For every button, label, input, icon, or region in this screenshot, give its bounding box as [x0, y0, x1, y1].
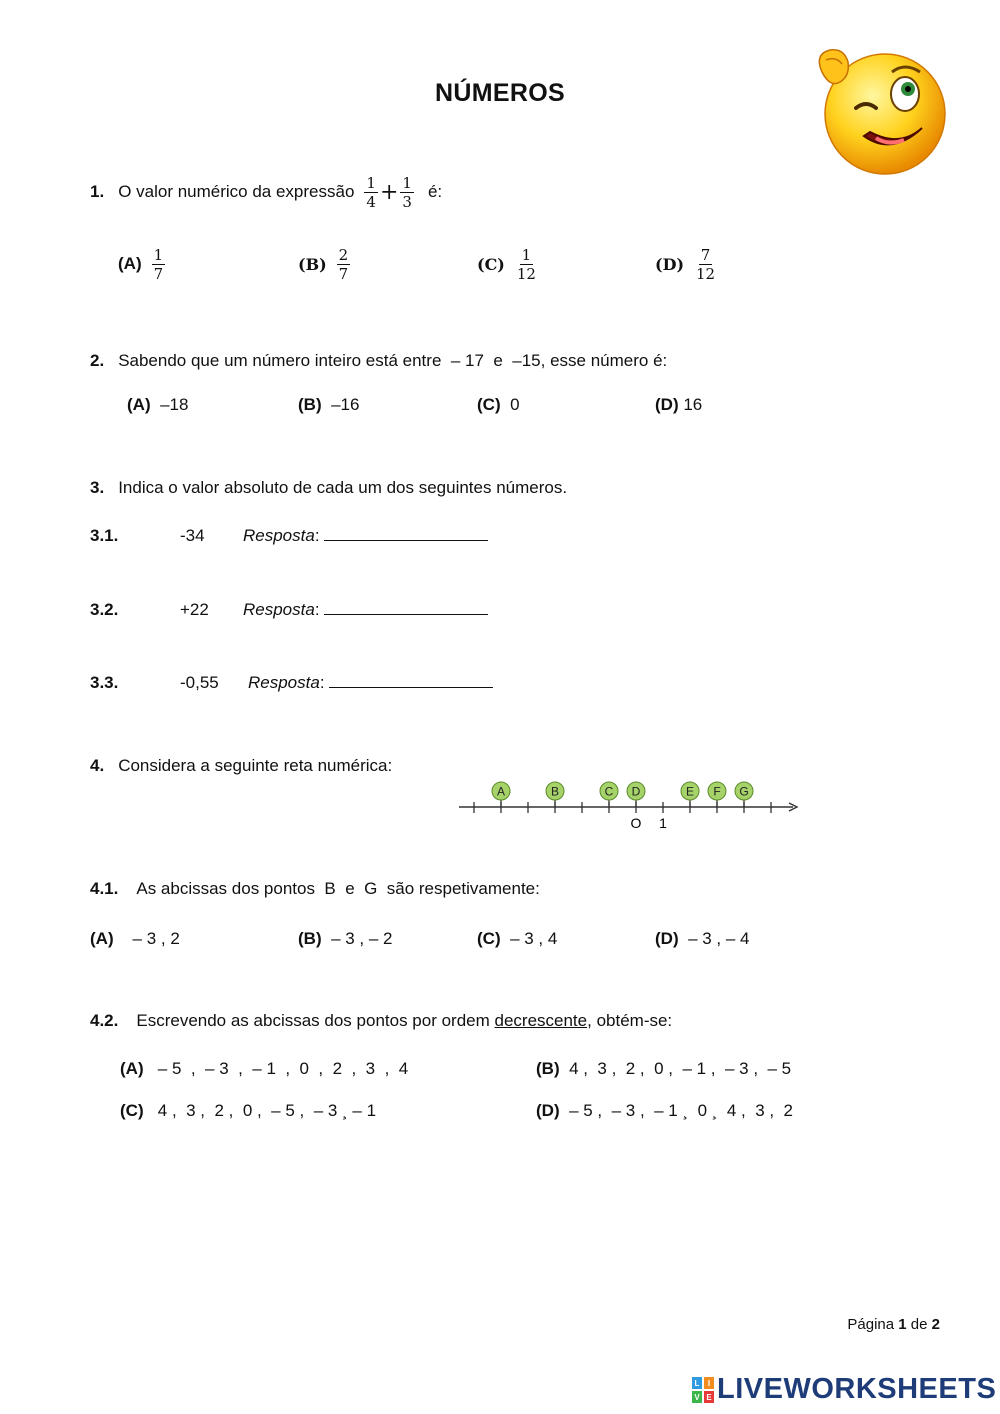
option-label: (B) — [298, 395, 322, 414]
fraction — [515, 246, 538, 283]
numerator: 1 — [366, 173, 376, 192]
point-label: A — [496, 784, 506, 799]
option-label: (D) — [536, 1101, 560, 1120]
option-label: (C) — [477, 254, 505, 274]
liveworksheets-logo[interactable] — [692, 1373, 996, 1406]
question-4-1 — [90, 879, 540, 899]
q1-option-c[interactable] — [477, 242, 538, 286]
answer-input[interactable] — [324, 600, 488, 615]
subquestion-number: 3.2. — [90, 600, 119, 619]
option-label: (C) — [120, 1101, 144, 1120]
option-value: – 5 , – 3 , – 1 ¸ 0 ¸ 4 , 3 , 2 — [569, 1101, 794, 1120]
underlined-word: decrescente — [494, 1011, 588, 1030]
option-label: (B) — [536, 1059, 560, 1078]
point-label: B — [550, 784, 560, 799]
option-value: – 3 , – 4 — [688, 929, 750, 948]
q41-option-c[interactable] — [477, 929, 557, 949]
point-label: D — [631, 784, 641, 799]
q1-option-a[interactable] — [118, 242, 165, 286]
numerator: 1 — [521, 245, 532, 264]
question-2 — [90, 351, 667, 371]
fraction — [400, 174, 414, 211]
option-value: 0 — [510, 395, 520, 414]
option-label: (A) — [118, 254, 142, 273]
option-value: –18 — [160, 395, 189, 414]
point-label: G — [739, 784, 749, 799]
question-number: 1. — [90, 182, 105, 201]
option-label: (D) — [655, 254, 685, 274]
number-line-point-g — [735, 782, 753, 807]
number-line-point-a — [492, 782, 510, 807]
denominator: 7 — [338, 264, 349, 283]
q2-option-d[interactable] — [655, 395, 702, 415]
q2-option-a[interactable] — [127, 395, 188, 415]
q42-option-c[interactable] — [120, 1101, 376, 1121]
question-3 — [90, 478, 567, 498]
q1-option-d[interactable] — [655, 242, 717, 286]
winking-emoji-icon — [800, 42, 955, 177]
denominator: 12 — [516, 264, 536, 283]
option-label: (B) — [298, 929, 322, 948]
denominator: 3 — [402, 192, 412, 211]
q42-option-b[interactable] — [536, 1059, 791, 1079]
question-number: 4. — [90, 756, 105, 775]
unit-label: 1 — [659, 815, 667, 831]
question-4 — [90, 756, 392, 776]
numerator: 1 — [153, 245, 164, 264]
fraction — [694, 246, 717, 283]
q2-option-b[interactable] — [298, 395, 359, 415]
question-text: Indica o valor absoluto de cada um dos seguintes números. — [118, 478, 568, 497]
question-number: 2. — [90, 351, 105, 370]
subquestion-value: -0,55 — [180, 673, 219, 692]
option-value: 16 — [683, 395, 703, 414]
subquestion-value: +22 — [180, 600, 209, 619]
subquestion-number: 3.1. — [90, 526, 119, 545]
denominator: 12 — [696, 264, 716, 283]
answer-input[interactable] — [329, 673, 493, 688]
number-line-point-c — [600, 782, 618, 807]
q1-option-b[interactable] — [298, 242, 350, 286]
option-label: (C) — [477, 929, 501, 948]
option-label: (A) — [90, 929, 114, 948]
question-text: Escrevendo as abcissas dos pontos por ordem — [136, 1011, 495, 1030]
answer-row — [248, 673, 493, 693]
q41-option-a[interactable] — [90, 929, 180, 949]
question-4-2 — [90, 1011, 672, 1031]
numerator: 1 — [402, 173, 412, 192]
number-line-point-b — [546, 782, 564, 807]
fraction — [364, 174, 378, 211]
answer-row — [243, 600, 488, 620]
point-label: E — [685, 784, 695, 799]
option-label: (D) — [655, 929, 679, 948]
plus-sign: + — [379, 179, 399, 205]
origin-label: O — [630, 815, 642, 831]
q2-option-c[interactable] — [477, 395, 520, 415]
subquestion-number: 3.3. — [90, 673, 119, 692]
option-value: 4 , 3 , 2 , 0 , – 1 , – 3 , – 5 — [569, 1059, 792, 1078]
number-line — [455, 776, 805, 836]
q41-option-d[interactable] — [655, 929, 750, 949]
subquestion-value: -34 — [180, 526, 205, 545]
number-line-point-d — [627, 782, 645, 807]
footer-mid: de — [906, 1316, 932, 1333]
badge-letter: L — [694, 1378, 700, 1388]
question-number: 3. — [90, 478, 105, 497]
question-text: Sabendo que um número inteiro está entre – 17 e –15, esse número é: — [118, 351, 668, 370]
question-number: 4.2. — [90, 1011, 119, 1030]
answer-label: Resposta — [243, 600, 315, 619]
numerator: 7 — [700, 245, 711, 264]
question-1 — [90, 170, 442, 214]
fraction — [152, 246, 166, 283]
answer-colon: : — [319, 673, 325, 692]
current-page: 1 — [898, 1316, 907, 1333]
option-label: (A) — [127, 395, 151, 414]
answer-input[interactable] — [324, 526, 488, 541]
option-label: (D) — [655, 395, 679, 414]
answer-label: Resposta — [243, 526, 315, 545]
option-value: –16 — [331, 395, 360, 414]
question-number: 4.1. — [90, 879, 119, 898]
badge-letter: V — [694, 1392, 700, 1402]
denominator: 7 — [153, 264, 164, 283]
answer-colon: : — [314, 526, 320, 545]
numerator: 2 — [338, 245, 349, 264]
point-label: C — [604, 784, 614, 799]
answer-colon: : — [314, 600, 320, 619]
option-value: – 3 , 2 — [132, 929, 180, 948]
q42-option-a[interactable] — [120, 1059, 408, 1079]
badge-letter: I — [707, 1378, 711, 1388]
point-label: F — [713, 784, 721, 799]
option-value: – 5 , – 3 , – 1 , 0 , 2 , 3 , 4 — [157, 1059, 409, 1078]
question-suffix: é: — [427, 182, 443, 201]
footer-prefix: Página — [847, 1316, 899, 1333]
option-label: (A) — [120, 1059, 144, 1078]
number-line-point-f — [708, 782, 726, 807]
question-text: As abcissas dos pontos B e G são respetivamente: — [136, 879, 540, 898]
option-value: 4 , 3 , 2 , 0 , – 5 , – 3 ¸ – 1 — [157, 1101, 377, 1120]
brand-name: LIVEWORKSHEETS — [717, 1373, 997, 1405]
q42-option-d[interactable] — [536, 1101, 793, 1121]
fraction — [337, 246, 351, 283]
option-label: (C) — [477, 395, 501, 414]
live-badge-icon — [692, 1377, 714, 1403]
number-line-point-e — [681, 782, 699, 807]
q41-option-b[interactable] — [298, 929, 393, 949]
denominator: 4 — [366, 192, 376, 211]
question-text: O valor numérico da expressão — [118, 182, 355, 201]
page-title: NÚMEROS — [435, 79, 565, 107]
option-label: (B) — [298, 254, 327, 274]
badge-letter: E — [706, 1392, 712, 1402]
option-value: – 3 , 4 — [510, 929, 558, 948]
answer-row — [243, 526, 488, 546]
page-footer — [847, 1316, 940, 1333]
total-pages: 2 — [931, 1316, 940, 1333]
answer-label: Resposta — [248, 673, 320, 692]
option-value: – 3 , – 2 — [331, 929, 393, 948]
question-text: Considera a seguinte reta numérica: — [118, 756, 393, 775]
question-text-end: , obtém-se: — [587, 1011, 673, 1030]
